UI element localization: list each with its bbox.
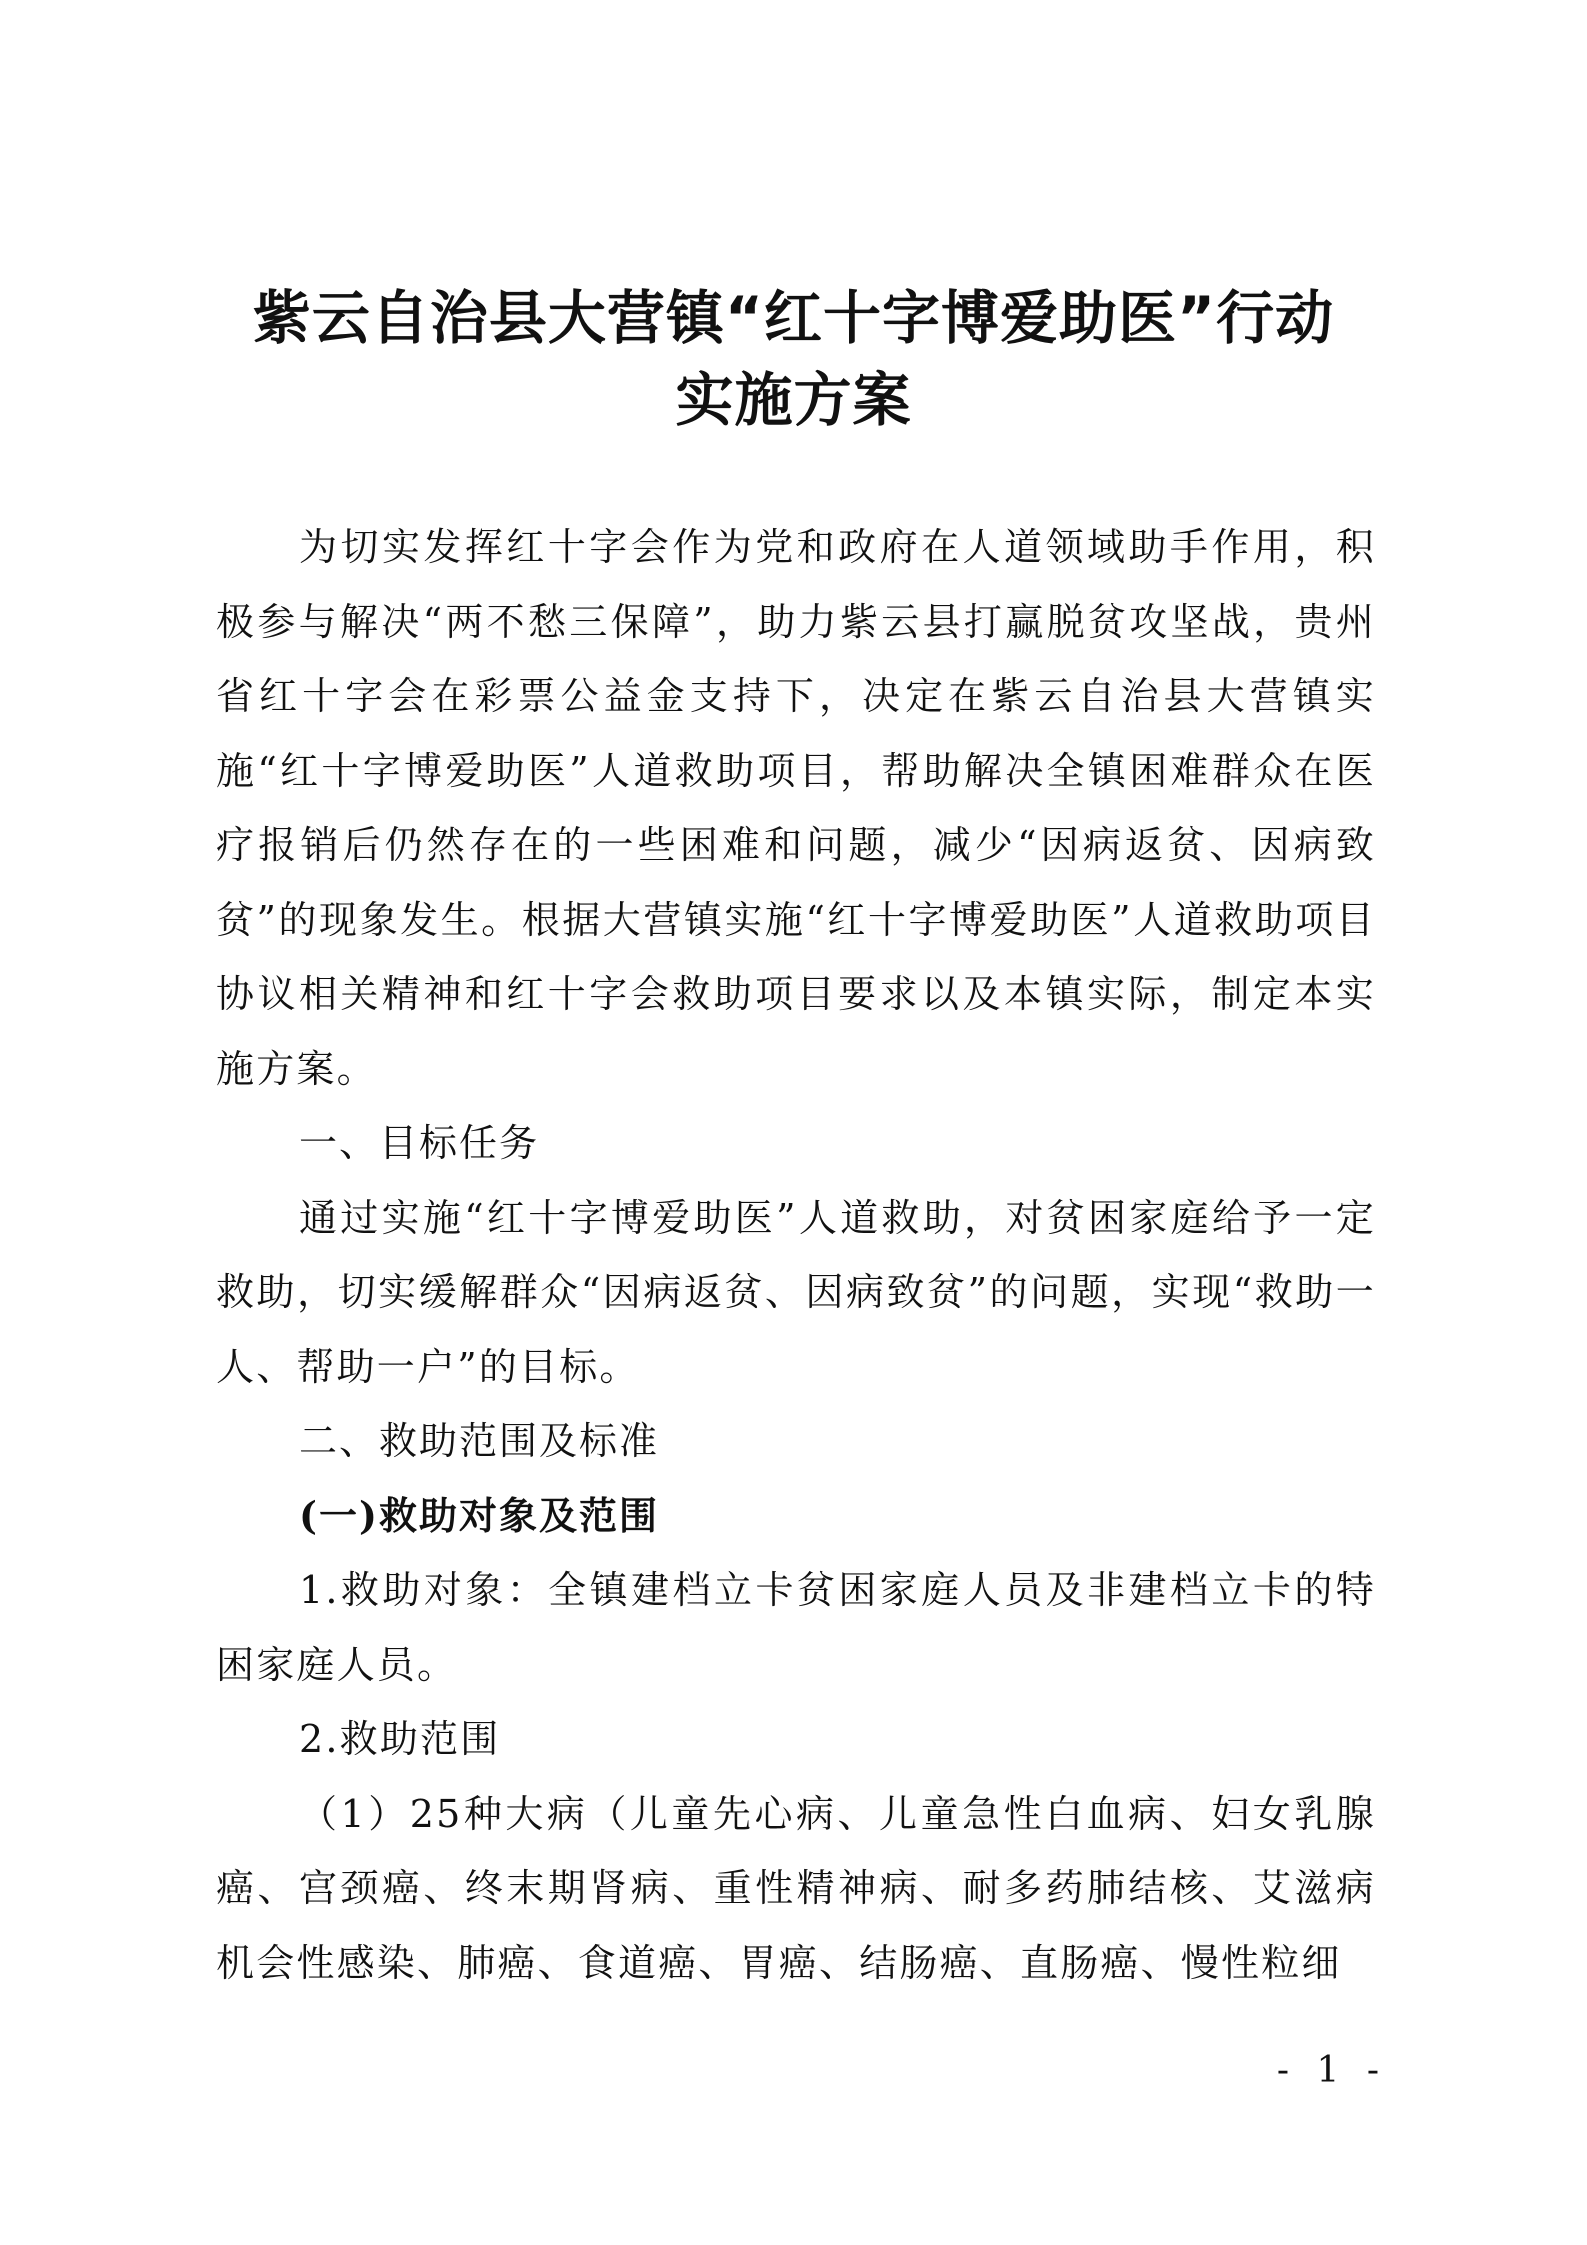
section-2-heading: 二、救助范围及标准 — [299, 1419, 660, 1463]
document-body — [216, 510, 1376, 2000]
document-title-line-2: 实施方案 — [675, 366, 912, 434]
item-2-paragraph: 2.救助范围 — [299, 1717, 501, 1761]
intro-paragraph: 为切实发挥红十字会作为党和政府在人道领域助手作用，积极参与解决“两不愁三保障”，助力紫云县打赢脱贫攻坚战，贵州省红十字会在彩票公益金支持下，决定在紫云自治县大营镇实施“红十字博爱助医”人道救助项目，帮助解决全镇困难群众在医疗报销后仍然存在的一些困难和问题，减少“因病返贫、因病致贫”的现象发生。根据大营镇实施“红十字博爱助医”人道救助项目协议相关精神和红十字会救助项目要求以及本镇实际，制定本实施方案。 — [216, 525, 1376, 1091]
section-1-heading: 一、目标任务 — [299, 1121, 540, 1165]
page-number: - 1 - — [1276, 2050, 1387, 2091]
subsection-1-heading: (一)救助对象及范围 — [299, 1492, 659, 1538]
section-1-paragraph: 通过实施“红十字博爱助医”人道救助，对贫困家庭给予一定救助，切实缓解群众“因病返贫、因病致贫”的问题，实现“救助一人、帮助一户”的目标。 — [216, 1195, 1376, 1389]
document-title-line-1: 紫云自治县大营镇“红十字博爱助医”行动 — [252, 284, 1335, 352]
item-2-1-paragraph: （1）25种大病（儿童先心病、儿童急性白血病、妇女乳腺癌、宫颈癌、终末期肾病、重性精神病、耐多药肺结核、艾滋病机会性感染、肺癌、食道癌、胃癌、结肠癌、直肠癌、慢性粒细 — [216, 1791, 1376, 1985]
item-1-paragraph: 1.救助对象：全镇建档立卡贫困家庭人员及非建档立卡的特困家庭人员。 — [216, 1568, 1376, 1687]
